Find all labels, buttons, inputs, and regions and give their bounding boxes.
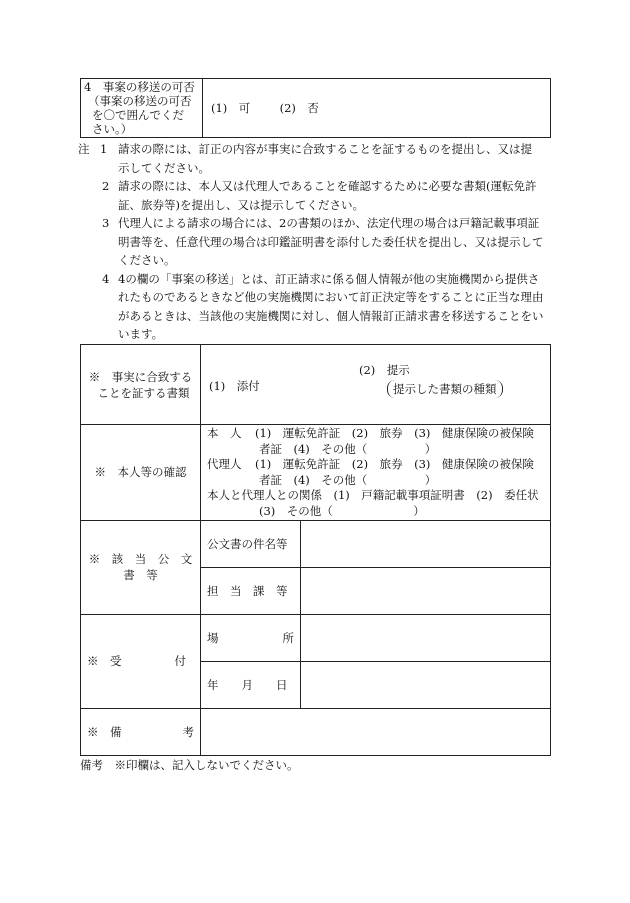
footer-note: 備考 ※印欄は、記入しないでください。: [80, 758, 299, 772]
transfer-option-no[interactable]: (2) 否: [279, 101, 319, 115]
note-item: [78, 270, 556, 344]
remarks-label: [81, 708, 201, 755]
facts-label: [81, 345, 201, 425]
remarks-field[interactable]: [201, 708, 551, 755]
note-line: 請求の際には、訂正の内容が事実に合致することを証するものを提出し、又は提: [118, 142, 532, 156]
transfer-label-line: （事案の移送の可否: [88, 94, 192, 108]
place-field[interactable]: [301, 614, 551, 661]
notes-prefix: 注: [78, 142, 90, 156]
note-number: 1: [100, 142, 108, 156]
identity-dairi-row: [207, 457, 550, 473]
relationship-options-cont[interactable]: (3) その他（ ）: [259, 503, 425, 518]
honnin-options-cont[interactable]: 者証 (4) その他（ ）: [259, 441, 437, 456]
note-number: 3: [102, 216, 110, 230]
note-line: 4の欄の「事案の移送」とは、訂正請求に係る個人情報が他の実施機関から提供さ: [118, 271, 540, 286]
note-line: 証、旅券等)を提出し、又は提示してください。: [118, 197, 364, 212]
dairi-options[interactable]: (1) 運転免許証 (2) 旅券 (3) 健康保険の被保険: [255, 457, 534, 472]
receipt-label: [81, 614, 201, 708]
note-line: 示してください。: [118, 160, 210, 175]
note-line: 明書等を、任意代理の場合は印鑑証明書を添付した委任状を提出し、又は提示して: [118, 234, 544, 249]
facts-label-line: ※ 事実に合致する: [88, 369, 193, 384]
document-title-label: 公文書の件名等: [201, 520, 301, 567]
notes-section: [78, 140, 556, 344]
note-line: ください。: [118, 253, 176, 267]
document-label: ※ 該 当 公 文 書 等: [81, 520, 201, 614]
honnin-label: 本 人: [207, 426, 242, 440]
transfer-label-line: を〇で囲んでくだ: [92, 108, 184, 122]
note-line: 請求の際には、本人又は代理人であることを確認するために必要な書類(運転免許: [118, 179, 537, 193]
note-line: れたものであるときなど他の実施機関において訂正決定等をすることに正当な理由: [118, 290, 544, 304]
transfer-label: [81, 79, 203, 138]
date-label: 年 月 日: [201, 661, 301, 708]
department-label: 担 当 課 等: [201, 567, 301, 614]
transfer-option-yes[interactable]: (1) 可: [211, 101, 251, 115]
transfer-label-line: 4 事案の移送の可否: [84, 80, 195, 94]
receipt-label-right: 付: [174, 654, 186, 669]
receipt-label-left: ※ 受: [87, 654, 122, 669]
remarks-label-right: 考: [182, 724, 194, 739]
note-item: [78, 177, 556, 214]
note-item: [78, 214, 556, 270]
date-field[interactable]: [301, 661, 551, 708]
note-line: います。: [118, 327, 164, 341]
relationship-options[interactable]: 本人と代理人との関係 (1) 戸籍記載事項証明書 (2) 委任状: [207, 488, 539, 503]
place-label-left: 場: [207, 630, 219, 645]
facts-options[interactable]: [201, 345, 551, 425]
note-number: 4: [102, 271, 110, 286]
note-number: 2: [102, 179, 110, 193]
facts-option-attach[interactable]: (1) 添付: [209, 378, 260, 393]
dairi-label: 代理人: [207, 457, 242, 472]
place-label: [201, 614, 301, 661]
identity-label: ※ 本人等の確認: [81, 425, 201, 521]
note-item: [78, 140, 556, 177]
identity-honnin-row: [207, 426, 550, 442]
office-use-table: [80, 344, 551, 756]
facts-present-bracket[interactable]: 提示した書類の種類: [387, 380, 503, 398]
remarks-label-left: ※ 備: [87, 724, 122, 739]
dairi-options-cont[interactable]: 者証 (4) その他（ ）: [259, 472, 437, 487]
document-title-field[interactable]: [301, 520, 551, 567]
identity-content[interactable]: [201, 425, 551, 521]
transfer-label-line: さい。）: [92, 122, 133, 136]
transfer-options[interactable]: [203, 79, 551, 138]
note-line: があるときは、当該他の実施機関に対し、個人情報訂正請求書を移送することをい: [118, 308, 544, 323]
note-line: 代理人による請求の場合には、2の書類のほか、法定代理の場合は戸籍記載事項証: [118, 216, 540, 230]
facts-option-present[interactable]: (2) 提示: [359, 362, 410, 377]
department-field[interactable]: [301, 567, 551, 614]
place-label-right: 所: [282, 630, 294, 645]
transfer-table: [80, 78, 551, 138]
facts-label-line: ことを証する書類: [97, 385, 190, 400]
honnin-options[interactable]: (1) 運転免許証 (2) 旅券 (3) 健康保険の被保険: [255, 426, 534, 440]
